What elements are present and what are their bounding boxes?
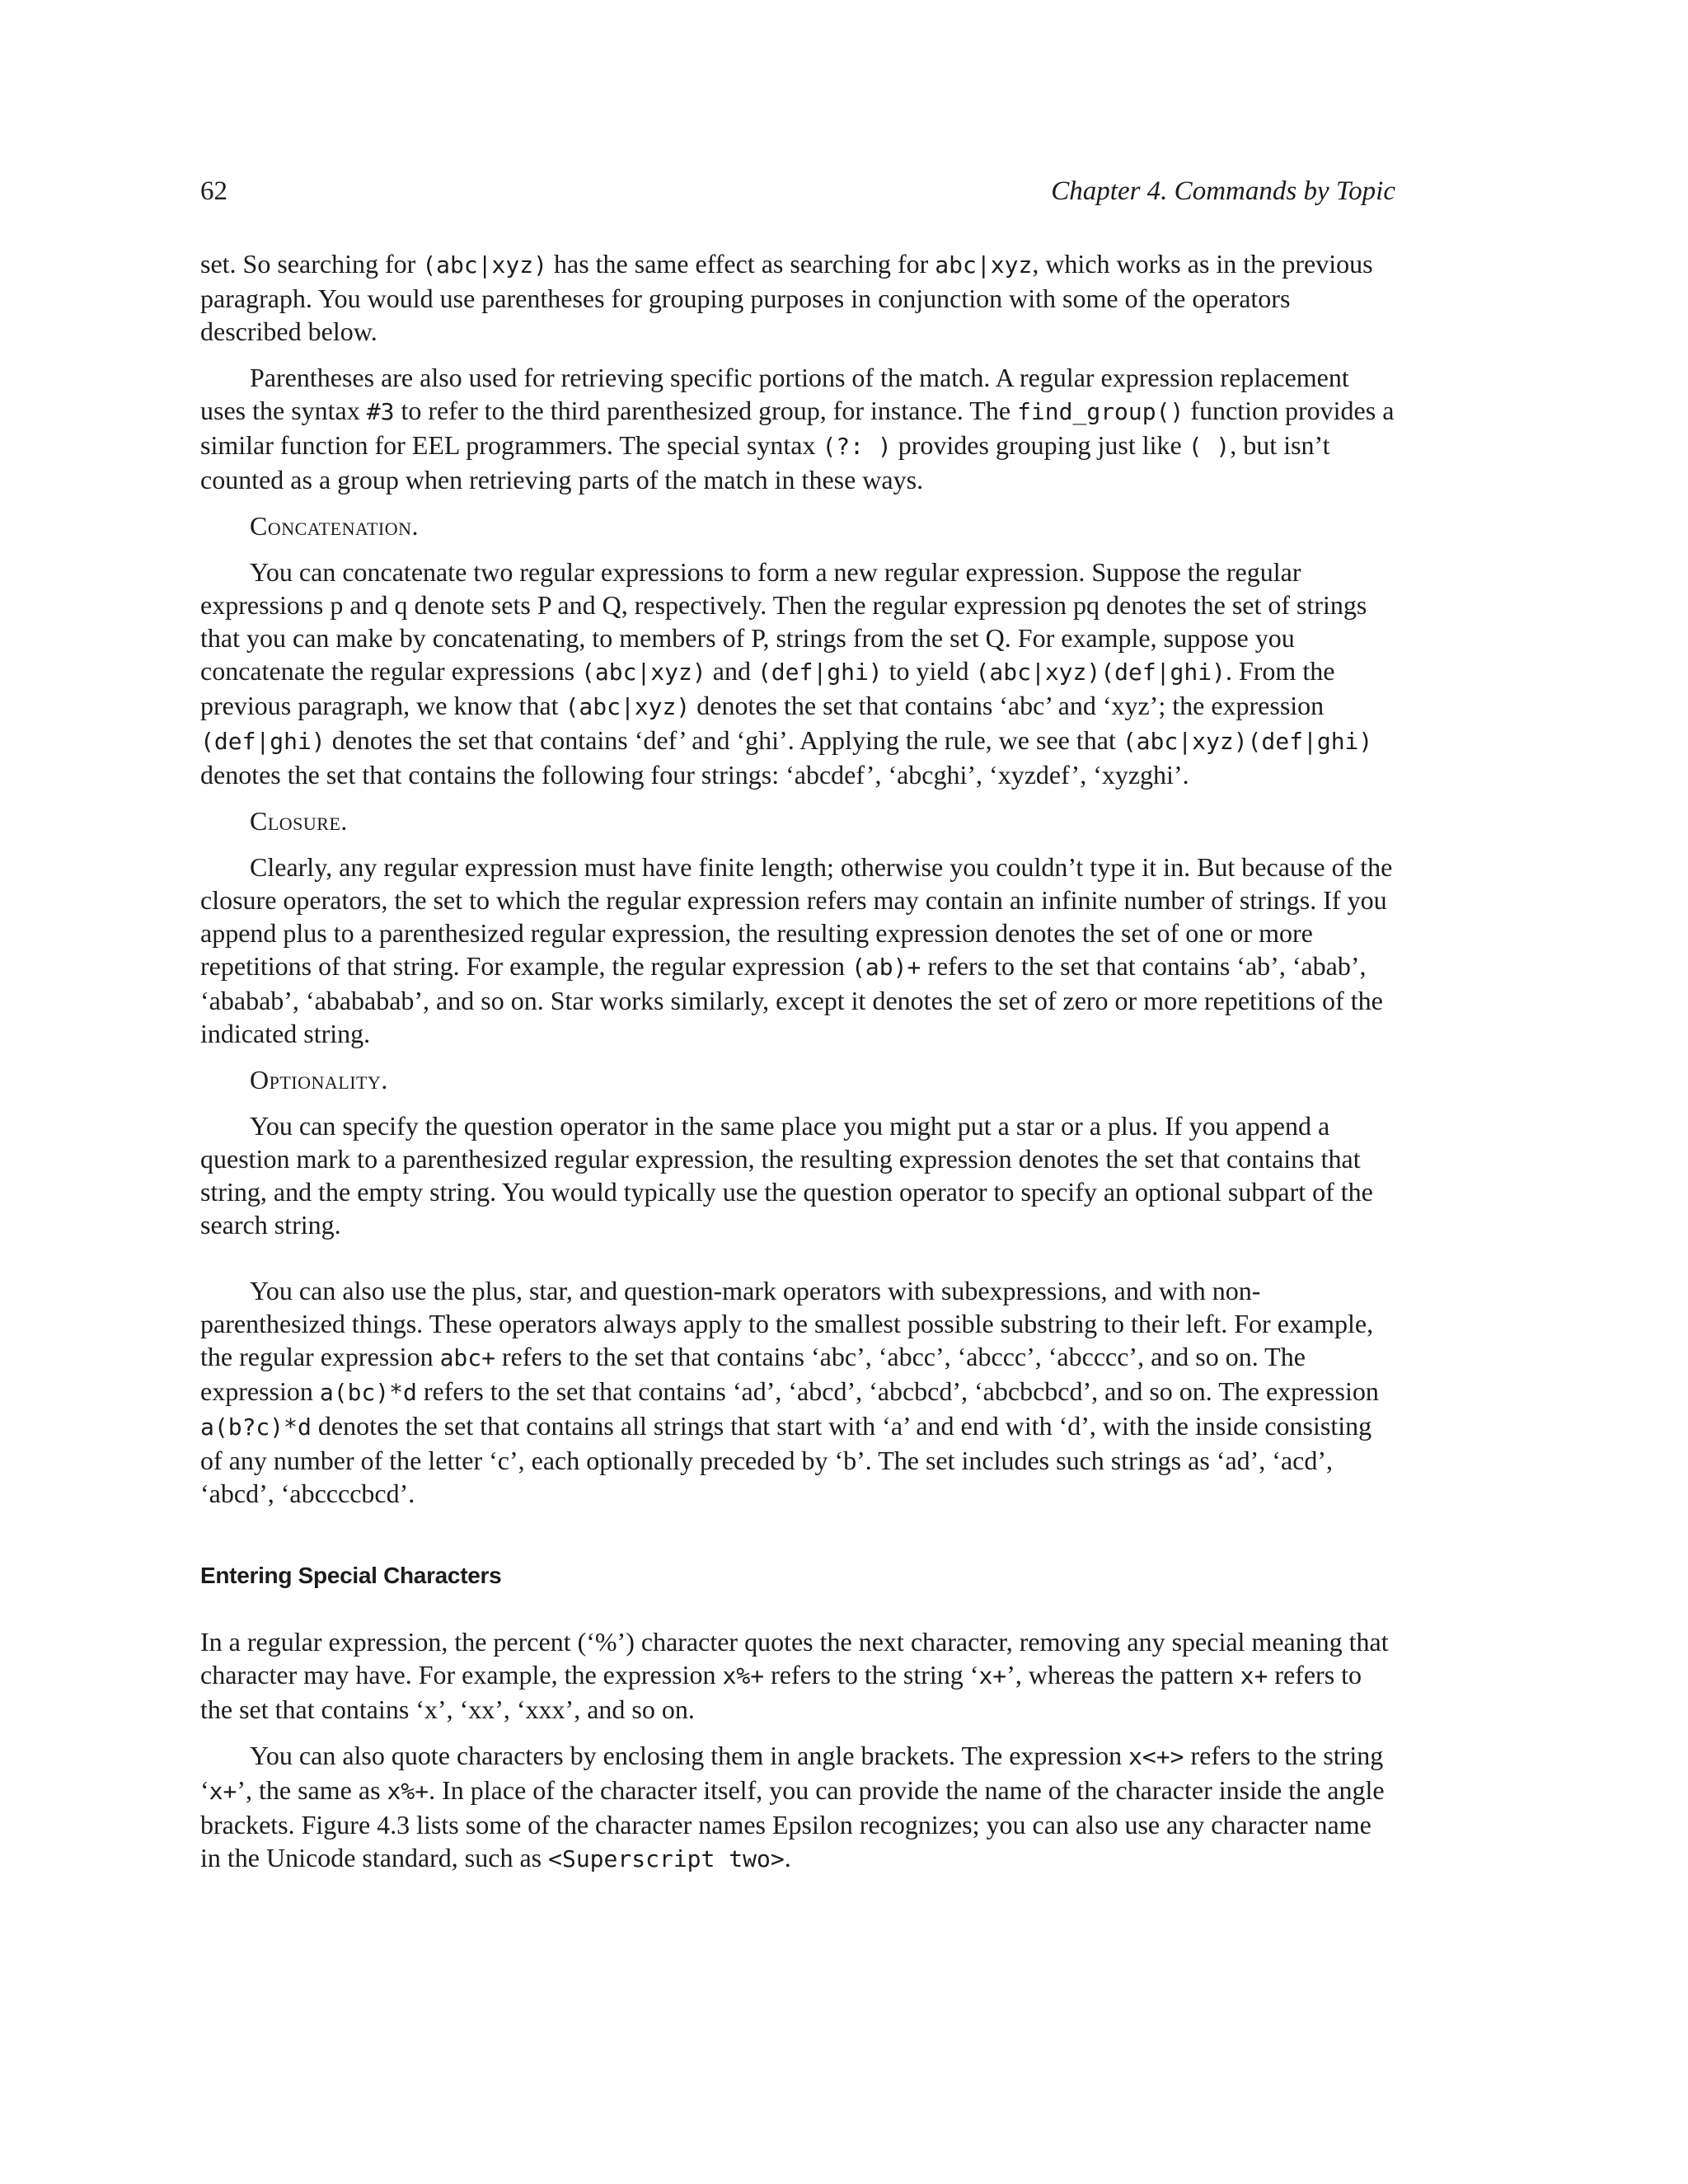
inline-code: abc+ bbox=[439, 1344, 495, 1371]
paragraph-retrieving-groups: Parentheses are also used for retrieving specific portions of the match. A regular expression replacement uses the syntax #3 to refer to the third parenthesized group, for instance. The find_group() function provides a similar function for EEL programmers. The special syntax (?: ) provides grouping just like ( ), but isn’t counted as a group when retrieving parts of the match in these ways. bbox=[200, 363, 1395, 494]
paragraph-grouping: set. So searching for (abc|xyz) has the same effect as searching for abc|xyz, which works as in the previous paragraph. You would use parentheses for grouping purposes in conjunction with some of the operators described below. bbox=[200, 249, 1373, 346]
inline-code: (abc|xyz) bbox=[581, 658, 706, 686]
inline-code: (abc|xyz) bbox=[565, 693, 691, 720]
section-heading: Entering Special Characters bbox=[200, 1563, 502, 1588]
page-number: 62 bbox=[200, 176, 227, 206]
inline-code: ( ) bbox=[1188, 433, 1231, 460]
inline-code: (ab)+ bbox=[851, 954, 921, 981]
inline-code: x+ bbox=[1240, 1662, 1268, 1690]
paragraph-concatenation: You can concatenate two regular expressions to form a new regular expression. Suppose the regular expressions p and q denote sets P and Q, respectively. Then the regular expression pq denotes the set of strings that you can make by concatenating, to members of P, strings from the set Q. For example, suppose you concatenate the regular expressions (abc|xyz) and (def|ghi) to yield (abc|xyz)(def|ghi). From the previous paragraph, we know that (abc|xyz) denotes the set that contains ‘abc’ and ‘xyz’; the expression (def|ghi) denotes the set that contains ‘def’ and ‘ghi’. Applying the rule, we see that (abc|xyz)(def|ghi) denotes the set that contains the following four strings: ‘abcdef’, ‘abcghi’, ‘xyzdef’, ‘xyzghi’. bbox=[200, 557, 1373, 790]
paragraph-angle-brackets: You can also quote characters by enclosing them in angle brackets. The expression x<+> refers to the string ‘x+’, the same as x%+. In place of the character itself, you can provide the name of the character inside the angle brackets. Figure 4.3 lists some of the character names Epsilon recognizes; you can also use any character name in the Unicode standard, such as <Superscript two>. bbox=[200, 1741, 1385, 1872]
subheading-optionality: Optionality. bbox=[250, 1065, 388, 1094]
inline-code: x%+ bbox=[722, 1662, 765, 1690]
inline-code: (def|ghi) bbox=[757, 658, 883, 686]
chapter-title: Chapter 4. Commands by Topic bbox=[1051, 176, 1395, 206]
paragraph-closure: Clearly, any regular expression must have finite length; otherwise you couldn’t type it in. But because of the closure operators, the set to which the regular expression refers may contain an infinite number of strings. If you append plus to a parenthesized regular expression, the resulting expression denotes the set of one or more repetitions of that string. For example, the regular expression (ab)+ refers to the set that contains ‘ab’, ‘abab’, ‘ababab’, ‘abababab’, and so on. Star works similarly, except it denotes the set of zero or more repetitions of the indicated string. bbox=[200, 852, 1393, 1048]
inline-code: x+ bbox=[978, 1662, 1007, 1690]
running-header bbox=[200, 170, 1395, 213]
inline-code: abc|xyz bbox=[935, 251, 1033, 279]
paragraph-subexpressions: You can also use the plus, star, and question-mark operators with subexpressions, and with non-parenthesized things. These operators always apply to the smallest possible substring to their left. For example, the regular expression abc+ refers to the set that contains ‘abc’, ‘abcc’, ‘abccc’, ‘abcccc’, and so on. The expression a(bc)*d refers to the set that contains ‘ad’, ‘abcd’, ‘abcbcd’, ‘abcbcbcd’, and so on. The expression a(b?c)*d denotes the set that contains all strings that start with ‘a’ and end with ‘d’, with the inside consisting of any number of the letter ‘c’, each optionally preceded by ‘b’. The set includes such strings as ‘ad’, ‘acd’, ‘abcd’, ‘abccccbcd’. bbox=[200, 1276, 1379, 1508]
paragraph-percent-quoting: In a regular expression, the percent (‘%’) character quotes the next character, removing any special meaning that character may have. For example, the expression x%+ refers to the string ‘x+’, whereas the pattern x+ refers to the set that contains ‘x’, ‘xx’, ‘xxx’, and so on. bbox=[200, 1627, 1389, 1724]
inline-code: (abc|xyz)(def|ghi) bbox=[975, 658, 1226, 686]
inline-code: (def|ghi) bbox=[200, 728, 326, 755]
inline-code: <Superscript two> bbox=[548, 1845, 785, 1872]
inline-code: #3 bbox=[366, 398, 395, 425]
paragraph-optionality: You can specify the question operator in the same place you might put a star or a plus. If you append a question mark to a parenthesized regular expression, the resulting expression denotes the set that contains that string, and the empty string. You would typically use the question operator to specify an optional subpart of the search string. bbox=[200, 1111, 1373, 1240]
inline-code: (abc|xyz) bbox=[422, 251, 547, 279]
subheading-concatenation: Concatenation. bbox=[250, 511, 419, 541]
inline-code: x<+> bbox=[1128, 1743, 1184, 1770]
inline-code: (?: ) bbox=[822, 433, 892, 460]
inline-code: x+ bbox=[209, 1778, 237, 1805]
inline-code: find_group() bbox=[1017, 398, 1184, 425]
subheading-closure: Closure. bbox=[250, 806, 348, 836]
page-body bbox=[200, 247, 1395, 1876]
inline-code: (abc|xyz)(def|ghi) bbox=[1122, 728, 1373, 755]
inline-code: x%+ bbox=[387, 1778, 429, 1805]
inline-code: a(bc)*d bbox=[319, 1379, 417, 1406]
inline-code: a(b?c)*d bbox=[200, 1413, 312, 1441]
